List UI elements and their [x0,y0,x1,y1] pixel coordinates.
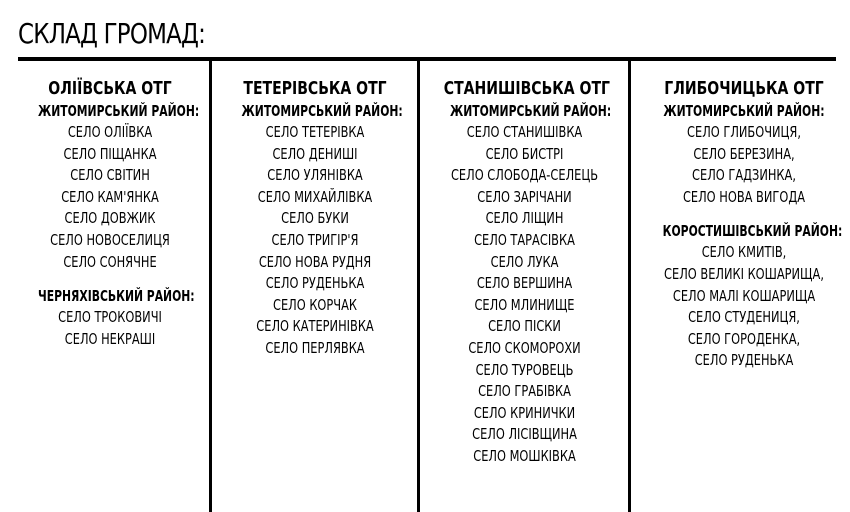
community-column-stanyshivska [421,78,628,468]
village-item: СЕЛО БУКИ [281,209,349,228]
village-item: СЕЛО СВІТИН [70,166,150,185]
community-name: СТАНИШІВСЬКА ОТГ [443,78,610,99]
village-item: СЕЛО ГРАБІВКА [478,382,571,401]
village-item: СЕЛО НОВОСЕЛИЦЯ [50,230,170,249]
village-item: СЕЛО КОРЧАК [272,295,357,314]
village-item: СЕЛО ТРОКОВИЧІ [58,308,162,327]
village-item: СЕЛО БИСТРІ [485,144,564,163]
village-item: СЕЛО ГАДЗИНКА, [692,166,796,185]
village-item: СЕЛО КАТЕРИНІВКА [256,317,374,336]
village-item: СЕЛО РУДЕНЬКА [265,274,365,293]
village-item: СЕЛО СЛОБОДА-СЕЛЕЦЬ [450,166,599,185]
village-item: СЕЛО ЛІСІВЩИНА [472,425,577,444]
village-item: СЕЛО ГОРОДЕНКА, [687,329,801,348]
village-item: СЕЛО МЛИНИЩЕ [474,295,575,314]
page-title: СКЛАД ГРОМАД: [18,17,205,50]
community-name: ТЕТЕРІВСЬКА ОТГ [243,78,387,99]
village-item: СЕЛО СТАНИШІВКА [466,123,583,141]
village-item: СЕЛО МАЛІ КОШАРИЩА [672,286,816,305]
village-item: СЕЛО РУДЕНЬКА [694,351,794,370]
village-item: СЕЛО ГЛИБОЧИЦЯ, [687,123,801,141]
community-column-oliivska [10,78,210,350]
column-divider-2 [417,61,420,512]
village-item: СЕЛО ТУРОВЕЦЬ [475,360,574,379]
village-item: СЕЛО МОШКІВКА [473,446,576,465]
district-label: ЧЕРНЯХІВСЬКИЙ РАЙОН: [38,287,195,306]
community-column-teterivska [213,78,417,360]
village-item: СЕЛО УЛЯНІВКА [267,166,363,185]
district-label: ЖИТОМИРСЬКИЙ РАЙОН: [663,102,825,120]
village-item: СЕЛО ПІСКИ [488,317,561,336]
village-item: СЕЛО СКОМОРОХИ [468,338,581,357]
village-item: СЕЛО ТАРАСІВКА [474,230,575,249]
community-name: ГЛИБОЧИЦЬКА ОТГ [664,78,824,99]
village-item: СЕЛО ВЕЛИКІ КОШАРИЩА, [664,264,824,283]
village-item: СЕЛО БЕРЕЗИНА, [693,144,795,163]
district-label: ЖИТОМИРСЬКИЙ РАЙОН: [38,102,200,120]
village-item: СЕЛО ЗАРІЧАНИ [477,187,572,206]
district-label: КОРОСТИШІВСЬКИЙ РАЙОН: [662,222,843,241]
village-item: СЕЛО КМИТІВ, [701,243,787,262]
village-item: СЕЛО ОЛІЇВКА [67,123,153,141]
group-spacer [631,208,850,220]
village-item: СЕЛО ДОВЖИК [64,209,156,228]
village-item: СЕЛО ТРИГІР'Я [271,230,359,249]
village-item: СЕЛО ПІЩАНКА [63,144,157,163]
village-item: СЕЛО КАМ'ЯНКА [61,187,159,206]
village-item: СЕЛО ВЕРШИНА [476,274,573,293]
village-item: СЕЛО КРИНИЧКИ [473,403,576,422]
village-item: СЕЛО ЛУКА [490,252,559,271]
village-item: СЕЛО ТЕТЕРІВКА [265,123,365,141]
village-item: СЕЛО ПЕРЛЯВКА [265,338,365,357]
district-label: ЖИТОМИРСЬКИЙ РАЙОН: [241,102,403,120]
village-item: СЕЛО СТУДЕНИЦЯ, [688,308,800,327]
village-item: СЕЛО НЕКРАШІ [64,329,156,348]
village-item: СЕЛО СОНЯЧНЕ [63,252,157,271]
community-name: ОЛІЇВСЬКА ОТГ [48,78,172,99]
village-item: СЕЛО ДЕНИШІ [272,144,358,163]
group-spacer [10,273,210,285]
community-column-hlybochytska [631,78,850,372]
title-divider [18,57,836,61]
village-item: СЕЛО ЛІЩИН [485,209,564,228]
village-item: СЕЛО МИХАЙЛІВКА [257,187,373,206]
district-label: ЖИТОМИРСЬКИЙ РАЙОН: [449,102,612,120]
village-item: СЕЛО НОВА ВИГОДА [682,187,806,206]
village-item: СЕЛО НОВА РУДНЯ [258,252,372,271]
